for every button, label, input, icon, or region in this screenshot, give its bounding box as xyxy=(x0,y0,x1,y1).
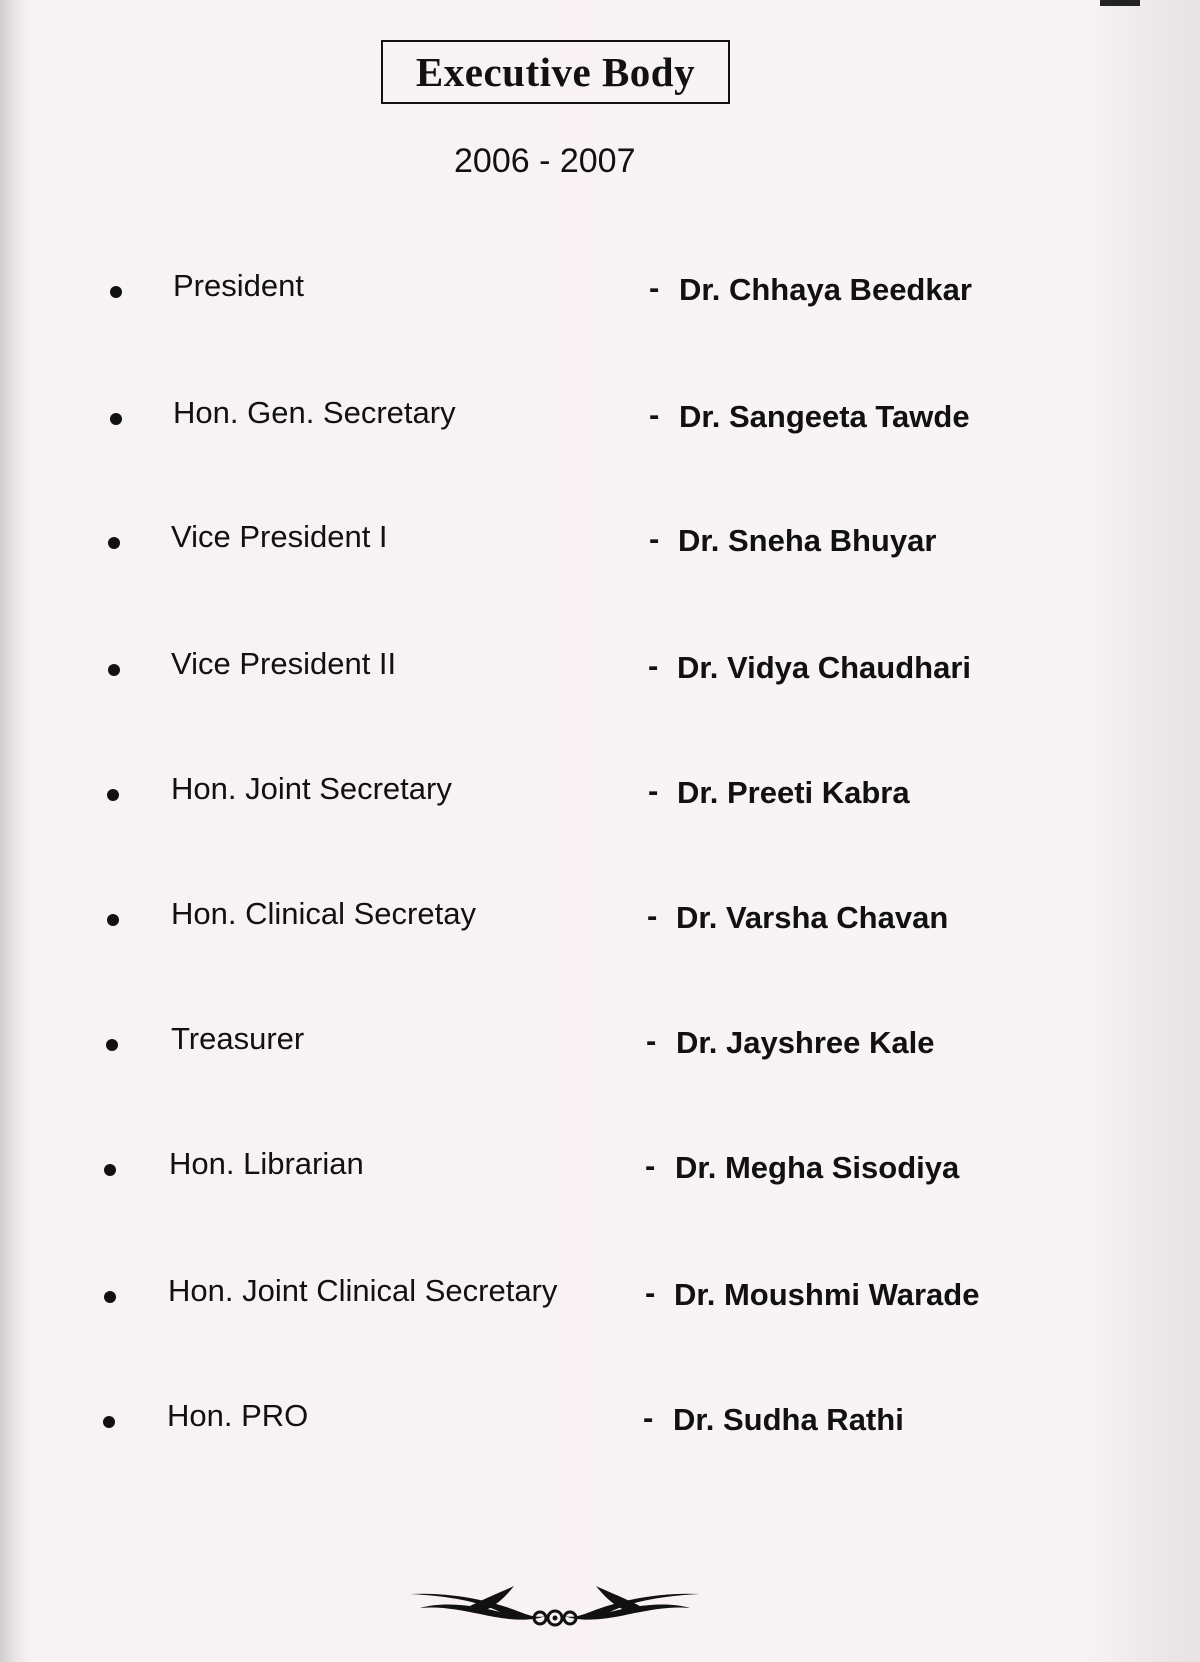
bullet-icon xyxy=(108,664,120,676)
member-role: Hon. Clinical Secretay xyxy=(171,896,476,931)
separator-dash: - xyxy=(649,270,660,305)
bullet-icon xyxy=(110,413,122,425)
member-name: Dr. Sangeeta Tawde xyxy=(679,399,970,434)
member-role: Hon. PRO xyxy=(167,1398,309,1433)
separator-dash: - xyxy=(649,397,660,432)
member-name: Dr. Sneha Bhuyar xyxy=(678,523,937,558)
separator-dash: - xyxy=(646,1023,657,1058)
separator-dash: - xyxy=(645,1148,656,1183)
separator-dash: - xyxy=(648,648,659,683)
list-item xyxy=(0,1398,1200,1448)
bullet-icon xyxy=(108,537,120,549)
title-box xyxy=(381,40,730,104)
list-item xyxy=(0,1021,1200,1071)
bullet-icon xyxy=(107,789,119,801)
bullet-icon xyxy=(104,1164,116,1176)
list-item xyxy=(0,771,1200,821)
separator-dash: - xyxy=(649,521,660,556)
member-role: Vice President I xyxy=(171,519,388,554)
member-role: Vice President II xyxy=(171,646,397,681)
separator-dash: - xyxy=(647,898,658,933)
member-role: Treasurer xyxy=(171,1021,305,1056)
member-role: President xyxy=(173,268,304,303)
list-item xyxy=(0,646,1200,696)
list-item xyxy=(0,395,1200,445)
member-name: Dr. Preeti Kabra xyxy=(677,775,910,810)
member-role: Hon. Joint Secretary xyxy=(171,771,452,806)
list-item xyxy=(0,1146,1200,1196)
separator-dash: - xyxy=(648,773,659,808)
bullet-icon xyxy=(103,1416,115,1428)
separator-dash: - xyxy=(645,1275,656,1310)
decorative-flourish-icon xyxy=(410,1586,700,1630)
list-item xyxy=(0,268,1200,318)
bullet-icon xyxy=(107,914,119,926)
member-role: Hon. Librarian xyxy=(169,1146,364,1181)
year-range: 2006 - 2007 xyxy=(454,142,636,180)
bullet-icon xyxy=(110,286,122,298)
member-name: Dr. Sudha Rathi xyxy=(673,1402,904,1437)
member-role: Hon. Joint Clinical Secretary xyxy=(168,1273,558,1308)
member-name: Dr. Varsha Chavan xyxy=(676,900,949,935)
list-item xyxy=(0,519,1200,569)
member-name: Dr. Jayshree Kale xyxy=(676,1025,935,1060)
member-name: Dr. Moushmi Warade xyxy=(674,1277,980,1312)
member-name: Dr. Vidya Chaudhari xyxy=(677,650,972,685)
separator-dash: - xyxy=(643,1400,654,1435)
page-title: Executive Body xyxy=(415,49,696,95)
top-edge-mark xyxy=(1100,0,1140,6)
list-item xyxy=(0,1273,1200,1323)
list-item xyxy=(0,896,1200,946)
bullet-icon xyxy=(104,1291,116,1303)
member-name: Dr. Megha Sisodiya xyxy=(675,1150,960,1185)
member-name: Dr. Chhaya Beedkar xyxy=(679,272,972,307)
member-role: Hon. Gen. Secretary xyxy=(173,395,456,430)
bullet-icon xyxy=(106,1039,118,1051)
